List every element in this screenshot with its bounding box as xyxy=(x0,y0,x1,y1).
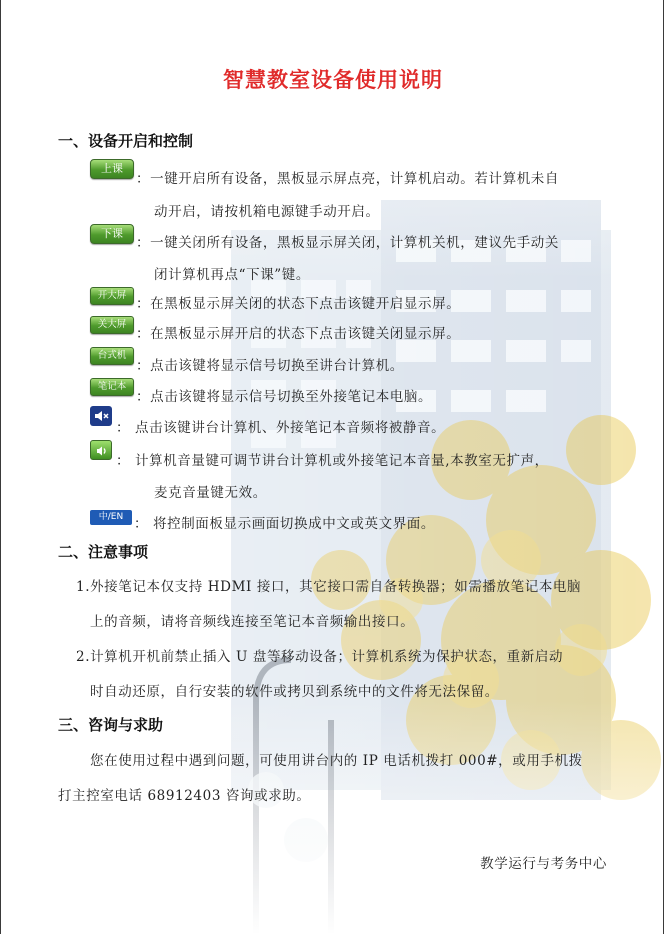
section1-heading: 一、设备开启和控制 xyxy=(58,132,194,150)
screen-on-desc: ：在黑板显示屏关闭的状态下点击该键开启显示屏。 xyxy=(136,296,461,312)
help-paragraph-line2: 打主控室电话 68912403 咨询或求助。 xyxy=(58,788,311,804)
help-paragraph-line1: 您在使用过程中遇到问题，可使用讲台内的 IP 电话机拨打 000#，或用手机拨 xyxy=(90,753,583,769)
laptop-desc: ：点击该键将显示信号切换至外接笔记本电脑。 xyxy=(136,389,433,405)
volume-desc-line1: ： 计算机音量键可调节讲台计算机或外接笔记本音量,本教室无扩声， xyxy=(116,453,549,469)
notice2-line1: 2.计算机开机前禁止插入 U 盘等移动设备；计算机系统为保护状态，重新启动 xyxy=(76,649,564,665)
laptop-button: 笔记本 xyxy=(90,378,134,396)
section2-heading: 二、注意事项 xyxy=(58,543,149,561)
screen-off-button: 关大屏 xyxy=(90,316,134,334)
notice2-line2: 时自动还原，自行安装的软件或拷贝到系统中的文件将无法保留。 xyxy=(90,684,499,700)
mute-icon xyxy=(90,406,112,426)
language-desc: ： 将控制面板显示画面切换成中文或英文界面。 xyxy=(134,516,435,532)
screen-on-button: 开大屏 xyxy=(90,287,134,305)
notice1-line1: 1.外接笔记本仅支持 HDMI 接口，其它接口需自备转换器；如需播放笔记本电脑 xyxy=(76,579,582,595)
desktop-desc: ：点击该键将显示信号切换至讲台计算机。 xyxy=(136,358,404,374)
page-title: 智慧教室设备使用说明 xyxy=(223,68,443,92)
class-off-desc-line2: 闭计算机再点“下课”键。 xyxy=(154,267,311,283)
volume-desc-line2: 麦克音量键无效。 xyxy=(154,485,267,501)
section3-heading: 三、咨询与求助 xyxy=(58,716,164,734)
desktop-button: 台式机 xyxy=(90,347,134,365)
screen-off-desc: ：在黑板显示屏开启的状态下点击该键关闭显示屏。 xyxy=(136,326,461,342)
class-on-button: 上课 xyxy=(90,159,134,179)
volume-icon xyxy=(90,440,112,460)
class-off-button: 下课 xyxy=(90,224,134,244)
class-on-desc-line2: 动开启，请按机箱电源键手动开启。 xyxy=(154,204,380,220)
class-on-desc-line1: ：一键开启所有设备，黑板显示屏点亮，计算机启动。若计算机未自 xyxy=(136,171,559,187)
mute-desc: ： 点击该键讲台计算机、外接笔记本音频将被静音。 xyxy=(116,420,446,436)
class-off-desc-line1: ：一键关闭所有设备，黑板显示屏关闭，计算机关机，建议先手动关 xyxy=(136,235,559,251)
notice1-line2: 上的音频，请将音频线连接至笔记本音频输出接口。 xyxy=(90,614,415,630)
language-toggle-button: 中/EN xyxy=(90,510,132,525)
signature: 教学运行与考务中心 xyxy=(480,856,607,872)
